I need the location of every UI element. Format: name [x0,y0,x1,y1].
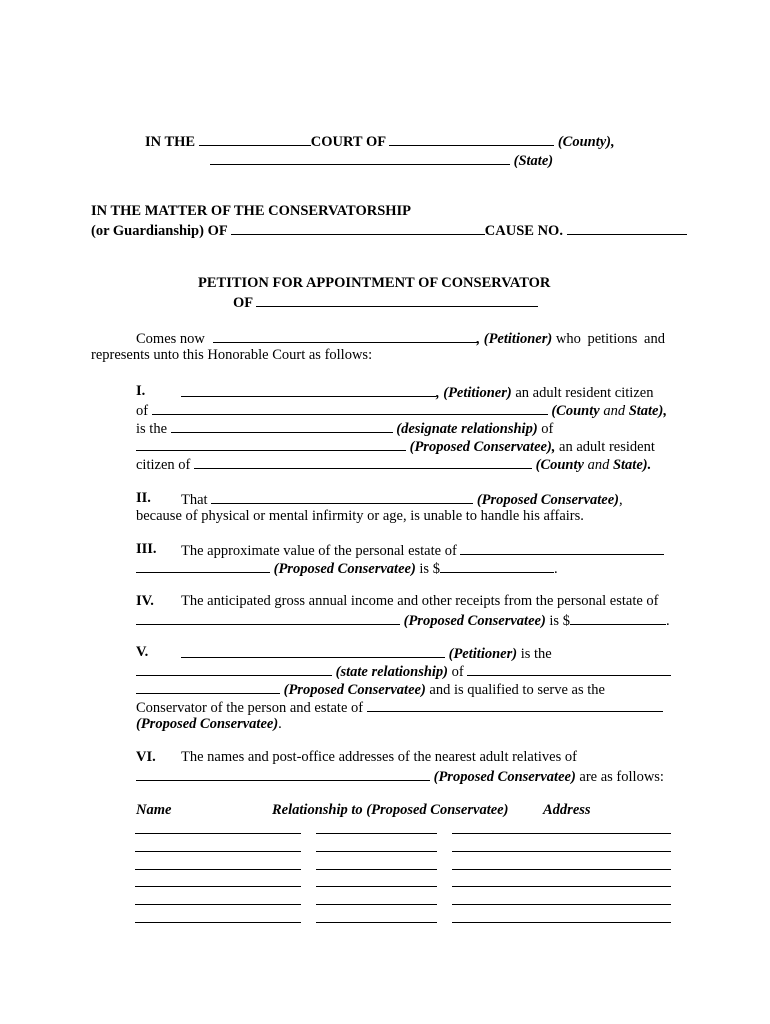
s1-conservatee-blank[interactable] [136,436,406,451]
s1-state2-label: State). [612,457,652,473]
s1-line-3 [136,418,553,438]
s1-county2-label: (County [535,457,584,473]
s5-is-the-text: is the [520,646,552,662]
s2-conservatee-blank[interactable] [211,489,473,504]
county-label: (County), [557,134,615,150]
section-3-number: III. [136,541,157,557]
relative-relationship-blank[interactable] [316,904,437,905]
s1-county-label: (County [551,403,600,419]
s1-resident-text: an adult resident citizen [515,385,654,401]
petitions-text: who petitions and [555,331,665,347]
s1-relationship-blank[interactable] [171,418,393,433]
s4-proposed-label: (Proposed Conservatee) [403,613,546,629]
s2-that-text: That [181,492,208,508]
court-name-blank[interactable] [199,131,311,146]
relative-name-blank[interactable] [135,869,301,870]
header-name: Name [136,802,172,818]
relative-address-blank[interactable] [452,922,671,923]
s5-line-4 [136,697,663,717]
relative-relationship-blank[interactable] [316,833,437,834]
s1-is-the-text: is the [136,421,168,437]
page-title: PETITION FOR APPOINTMENT OF CONSERVATOR [198,275,551,291]
caption-court-line [145,131,615,151]
s5-state-rel-label: (state relationship) [335,664,449,680]
relative-name-blank[interactable] [135,904,301,905]
s6-line-1: The names and post-office addresses of the nearest adult relatives of [181,749,577,765]
s5-petitioner-label: (Petitioner) [448,646,518,662]
s5-period: . [278,716,282,732]
section-4-number: IV. [136,593,154,609]
s1-line-2 [136,400,667,420]
s5-conservatee-blank[interactable] [467,661,671,676]
s3-proposed-label: (Proposed Conservatee) [273,561,416,577]
matter-line-1: IN THE MATTER OF THE CONSERVATORSHIP [91,203,412,219]
s1-citizen-of-text: citizen of [136,457,191,473]
comes-now-text: Comes now [136,331,205,347]
s1-line-1 [181,382,653,402]
relative-address-blank[interactable] [452,886,671,887]
title-conservatee-blank[interactable] [256,292,538,307]
s1-petitioner-blank[interactable] [181,382,436,397]
s5-petitioner-blank[interactable] [181,643,445,658]
matter-line-2 [91,220,687,240]
s4-is-text: is $ [549,613,570,629]
s1-of2-text: of [541,421,554,437]
s1-proposed-label: (Proposed Conservatee), [409,439,556,455]
s4-line-2 [136,610,670,630]
s1-county-blank[interactable] [152,400,548,415]
s2-line-2: because of physical or mental infirmity or age, is unable to handle his affairs. [136,508,584,524]
title-of-text: OF [233,295,253,311]
s1-of-text: of [136,403,149,419]
s1-line-5 [136,454,651,474]
s1-designate-label: (designate relationship) [396,421,538,437]
s4-period: . [665,613,670,629]
s1-and-text: and [603,403,626,419]
section-5-number: V. [136,644,149,660]
s5-estate-of-blank[interactable] [367,697,663,712]
s5-conservator-text: Conservator of the person and estate of [136,700,364,716]
s6-conservatee-blank[interactable] [136,766,430,781]
relative-relationship-blank[interactable] [316,851,437,852]
court-of-text: COURT OF [310,134,386,150]
title-line-2 [233,292,538,312]
relative-relationship-blank[interactable] [316,886,437,887]
intro-line-2: represents unto this Honorable Court as follows: [91,347,373,363]
s5-line-5 [136,715,282,733]
s5-proposed-label: (Proposed Conservatee) [283,682,426,698]
s5-qualified-text: and is qualified to serve as the [429,682,605,698]
relative-name-blank[interactable] [135,886,301,887]
s5-relationship-blank[interactable] [136,661,332,676]
state-blank[interactable] [210,150,510,165]
header-relationship: Relationship to (Proposed Conservatee) [272,802,509,818]
s1-and2-text: and [587,457,610,473]
section-2-number: II. [136,490,151,506]
s4-conservatee-blank[interactable] [136,610,400,625]
relative-address-blank[interactable] [452,869,671,870]
s6-follows-text: are as follows: [579,769,664,785]
s6-proposed-label: (Proposed Conservatee) [433,769,576,785]
relative-address-blank[interactable] [452,833,671,834]
relative-relationship-blank[interactable] [316,869,437,870]
s3-line-1 [181,540,664,560]
cause-no-blank[interactable] [567,220,687,235]
s3-estate-blank[interactable] [460,540,664,555]
s3-conservatee-blank[interactable] [136,558,270,573]
s5-line-3 [136,679,605,699]
s5-line-1 [181,643,552,663]
section-1-number: I. [136,383,146,399]
section-6-number: VI. [136,749,156,765]
conservatee-name-blank[interactable] [231,220,485,235]
s4-amount-blank[interactable] [570,610,666,625]
s1-adult-resident-text: an adult resident [559,439,655,455]
s5-of-text: of [451,664,464,680]
s5-conservatee-blank-2[interactable] [136,679,280,694]
s3-text: The approximate value of the personal estate of [181,543,457,559]
intro-line-1 [136,328,665,348]
state-label: (State) [513,153,554,169]
in-the-text: IN THE [145,134,196,150]
s1-citizen-county-blank[interactable] [194,454,532,469]
petitioner-label: , (Petitioner) [476,331,553,347]
s3-is-text: is $ [419,561,440,577]
relative-name-blank[interactable] [135,922,301,923]
relative-relationship-blank[interactable] [316,922,437,923]
s1-petitioner-label: , (Petitioner) [436,385,512,401]
s1-state-label: State), [628,403,667,419]
petitioner-blank[interactable] [213,328,477,343]
s5-proposed2-label: (Proposed Conservatee) [136,716,279,732]
s6-line-2 [136,766,664,786]
s1-line-4 [136,436,655,456]
cause-no-label: CAUSE NO. [484,223,563,239]
s2-line-1 [181,489,623,509]
relative-address-blank[interactable] [452,904,671,905]
s3-period: . [553,561,558,577]
guardianship-of-text: (or Guardianship) OF [91,223,228,239]
relative-address-blank[interactable] [452,851,671,852]
header-address: Address [543,802,591,818]
county-blank[interactable] [389,131,554,146]
s5-line-2 [136,661,671,681]
s2-proposed-label: (Proposed Conservatee) [476,492,619,508]
s3-amount-blank[interactable] [440,558,554,573]
s4-line-1: The anticipated gross annual income and other receipts from the personal estate of [181,593,659,609]
s2-comma: , [618,492,623,508]
s3-line-2 [136,558,558,578]
relative-name-blank[interactable] [135,851,301,852]
relative-name-blank[interactable] [135,833,301,834]
caption-state-line [210,150,553,170]
